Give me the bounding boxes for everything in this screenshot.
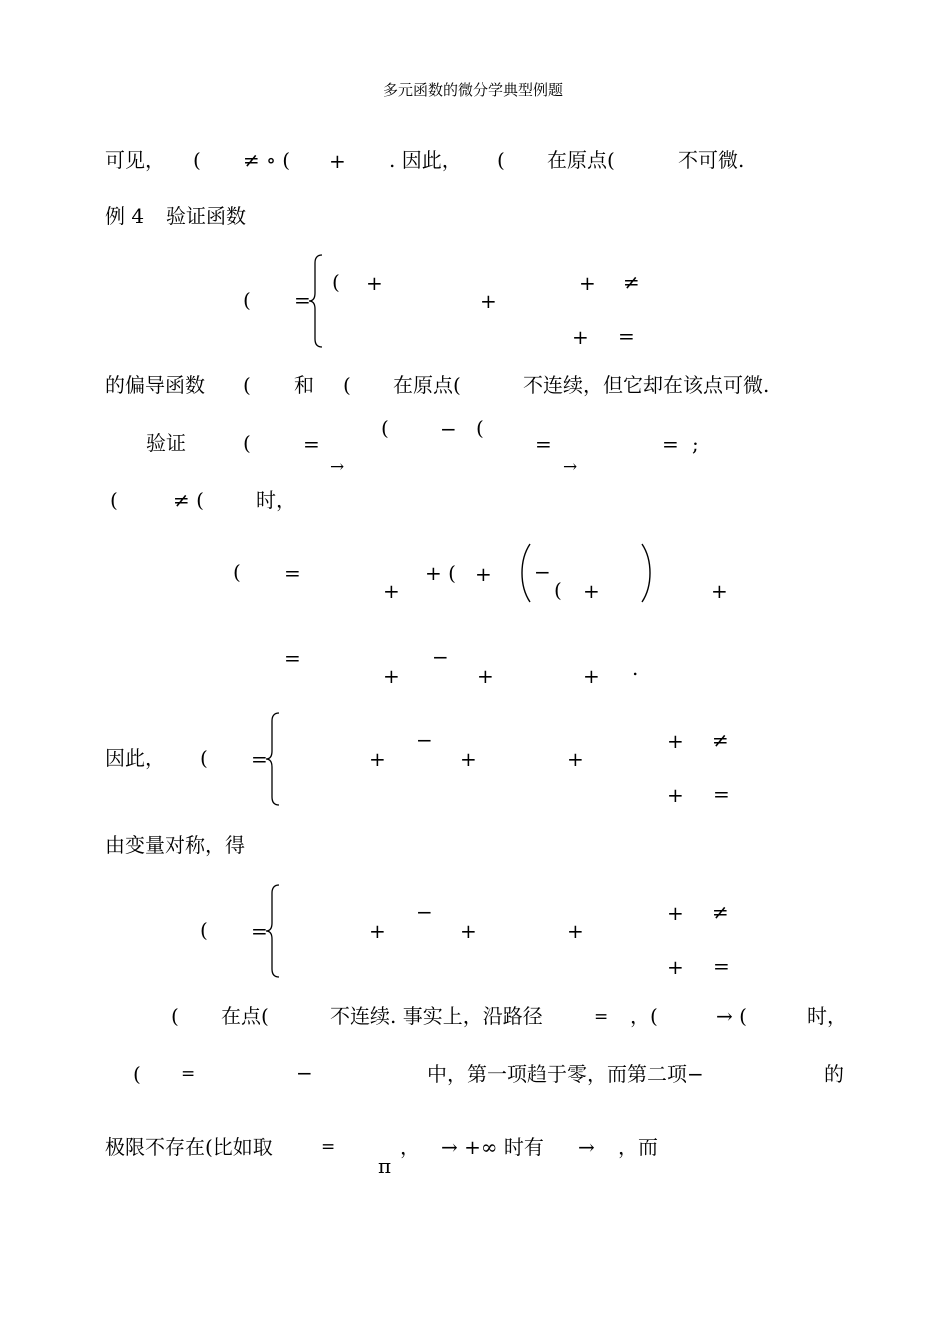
paren: ( — [200, 918, 208, 942]
left-brace — [265, 711, 281, 807]
text: 在原点( — [547, 148, 615, 172]
paren: ( — [233, 560, 241, 584]
left-paren-large — [520, 542, 532, 604]
paren: ( — [243, 288, 251, 312]
text: 时， — [807, 1004, 847, 1028]
text: 的偏导函数 — [105, 373, 205, 397]
plus-sign: + — [572, 325, 589, 349]
plus-sign: + — [369, 747, 386, 771]
plus-sign: + — [567, 747, 584, 771]
text: 不连续，但它却在该点可微. — [523, 373, 770, 397]
plus-sign: + — [460, 747, 477, 771]
plus-sign: + — [667, 955, 684, 979]
text: ，( — [630, 1004, 658, 1028]
paren: ( — [243, 373, 251, 397]
paren: ( — [381, 416, 389, 440]
text: 极限不存在(比如取 — [105, 1135, 273, 1159]
equals-sign: = — [251, 919, 268, 943]
paren: ( — [171, 1004, 179, 1028]
paren: ( — [193, 148, 201, 172]
pi-symbol: π — [378, 1154, 392, 1178]
paren: ( — [343, 373, 351, 397]
plus-sign: + — [567, 919, 584, 943]
not-equal-sign: ≠ — [623, 270, 640, 294]
paren: ( — [243, 431, 251, 455]
plus-sign: + — [460, 919, 477, 943]
text: → +∞ 时有 — [441, 1135, 544, 1159]
plus-sign: + — [583, 579, 600, 603]
page-header-title: 多元函数的微分学典型例题 — [383, 81, 564, 99]
paren: ( — [476, 416, 484, 440]
text: 验证 — [146, 431, 186, 455]
plus-sign: + — [369, 919, 386, 943]
plus-sign: + — [583, 664, 600, 688]
plus-sign: + — [667, 783, 684, 807]
equals-sign: = — [535, 432, 552, 456]
plus-sign: + — [477, 664, 494, 688]
minus-sign: − — [534, 560, 551, 584]
plus-sign: + — [383, 664, 400, 688]
limit-arrow: → — [563, 457, 578, 477]
plus-sign: + — [711, 579, 728, 603]
not-equal-sign: ≠ — [712, 728, 729, 752]
equals-sign: = — [713, 954, 730, 978]
semicolon: ; — [692, 432, 699, 456]
minus-sign: − — [432, 645, 449, 669]
text: 因此， — [105, 746, 165, 770]
text: 可见， — [105, 148, 165, 172]
equals-sign: = — [181, 1064, 196, 1084]
plus-sign: + — [475, 562, 492, 586]
equals-sign: = — [251, 747, 268, 771]
equals-sign: = — [618, 324, 635, 348]
plus-sign: + — [383, 579, 400, 603]
plus-sign: + — [480, 289, 497, 313]
paren: ( — [200, 746, 208, 770]
equals-sign: = — [284, 646, 301, 670]
symbol: ≠ ∘ ( — [243, 148, 291, 172]
equals-sign: = — [713, 782, 730, 806]
paren: ( — [133, 1062, 141, 1086]
text: 不可微. — [678, 148, 745, 172]
equals-sign: = — [303, 432, 320, 456]
limit-arrow: → — [330, 457, 345, 477]
text: 由变量对称，得 — [105, 833, 245, 857]
text: 时， — [256, 488, 296, 512]
period: . — [632, 656, 639, 680]
example-label: 例 4 — [105, 204, 145, 228]
right-paren-large — [640, 542, 652, 604]
text: 和 — [294, 373, 314, 397]
minus-sign: − — [416, 900, 433, 924]
text: 在原点( — [393, 373, 461, 397]
equals-sign: = — [321, 1137, 336, 1157]
paren: ( — [110, 488, 118, 512]
equals-sign: = — [662, 432, 679, 456]
text: . 因此， — [389, 148, 462, 172]
paren: ( — [332, 270, 340, 294]
text: 不连续. 事实上，沿路径 — [330, 1004, 543, 1028]
equals-sign: = — [594, 1007, 609, 1027]
plus-sign: + — [667, 729, 684, 753]
minus-sign: − — [440, 417, 457, 441]
plus-sign: + — [579, 271, 596, 295]
text: 中，第一项趋于零，而第二项− — [427, 1062, 704, 1086]
plus-sign: + — [667, 901, 684, 925]
minus-sign: − — [416, 728, 433, 752]
not-equal-sign: ≠ ( — [173, 488, 204, 512]
plus-sign: + ( — [425, 561, 456, 585]
text: 验证函数 — [166, 204, 246, 228]
arrow: → — [578, 1135, 595, 1159]
arrow: → ( — [716, 1004, 747, 1028]
not-equal-sign: ≠ — [712, 900, 729, 924]
paren: ( — [554, 578, 562, 602]
equals-sign: = — [294, 288, 311, 312]
plus-sign: + — [366, 271, 383, 295]
paren: ( — [497, 148, 505, 172]
text: 的 — [824, 1062, 844, 1086]
text: 在点( — [221, 1004, 269, 1028]
comma: ， — [400, 1135, 420, 1159]
left-brace — [308, 253, 324, 349]
minus-sign: − — [296, 1061, 313, 1085]
plus-sign: + — [329, 149, 346, 173]
text: ，而 — [618, 1135, 658, 1159]
left-brace — [265, 883, 281, 979]
equals-sign: = — [284, 561, 301, 585]
